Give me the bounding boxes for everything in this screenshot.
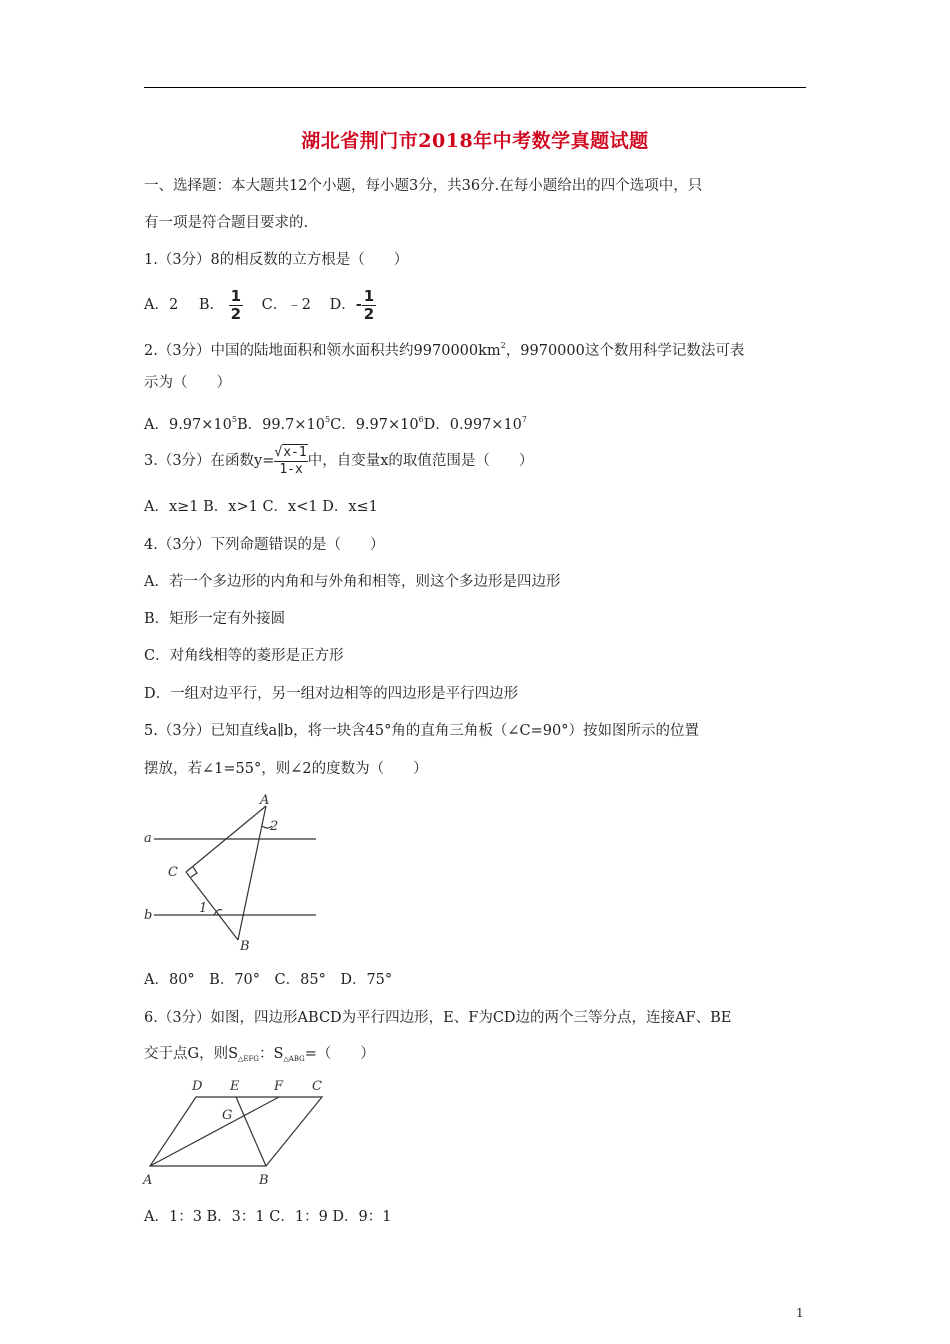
- label-C: C: [168, 865, 178, 880]
- q4-option-c: C．对角线相等的菱形是正方形: [144, 648, 344, 664]
- label-B: B: [240, 939, 250, 954]
- label-G: G: [222, 1108, 233, 1123]
- q2-option-b: B．$99.7\times 10^5$: [236, 415, 331, 433]
- q1-option-c: C．﹣2: [261, 297, 311, 313]
- q6-figure: [140, 1075, 340, 1193]
- q4-option-b: B．矩形一定有外接圆: [144, 611, 286, 627]
- q1-stem: 1.（3分）8的相反数的立方根是（ ）: [144, 252, 409, 268]
- q2-stem-line1: 2.（3分）中国的陆地面积和领水面积共约$9970000km^2$，9970000这个数用科学记数法可表: [144, 341, 745, 359]
- label-A: A: [260, 793, 270, 808]
- section-instruction-line2: 有一项是符合题目要求的.: [144, 215, 309, 231]
- q2-options: [144, 410, 527, 435]
- q1-option-d-minus: -: [355, 296, 362, 313]
- header-rule: [144, 87, 806, 88]
- label-a: a: [144, 831, 152, 846]
- q1-option-b: B．: [198, 297, 224, 313]
- q5-stem-line2: 摆放，若∠1=55°，则∠2的度数为（ ）: [144, 761, 428, 777]
- q1-option-d: D．: [329, 297, 356, 313]
- label-A: A: [143, 1173, 153, 1188]
- q3-options: A．x≥1 B．x>1 C．x<1 D．x≤1: [144, 499, 378, 515]
- q5-options: A．80° B．70° C．85° D．75°: [144, 972, 393, 988]
- q6-stem-line2: 交于点G，则$S_{\triangle EFG}$：$S_{\triangle ABG}=$（ ）: [144, 1046, 375, 1063]
- section-instruction-line1: 一、选择题：本大题共12个小题，每小题3分，共36分.在每小题给出的四个选项中，只: [144, 178, 703, 194]
- label-b: b: [144, 908, 153, 923]
- label-2: 2: [270, 819, 279, 834]
- q4-option-d: D．一组对边平行，另一组对边相等的四边形是平行四边形: [144, 686, 519, 702]
- q4-stem: 4.（3分）下列命题错误的是（ ）: [144, 537, 385, 553]
- label-1: 1: [199, 901, 208, 916]
- q1-options: [144, 285, 376, 325]
- q3-stem: 3.（3分）在函数y= $\frac{√x-1}{1-x}$中，自变量x的取值范围是（ ）: [144, 444, 534, 477]
- side-CB: [186, 872, 238, 940]
- q6-stem-line1: 6.（3分）如图，四边形ABCD为平行四边形，E、F为CD边的两个三等分点，连接AF、BE: [144, 1010, 732, 1026]
- label-C: C: [312, 1079, 322, 1094]
- q2-option-a: A．$9.97\times 10^5$: [144, 415, 237, 433]
- q1-option-b-fraction: $\frac{1}{2}$: [230, 286, 242, 323]
- q2-option-d: D．$0.997\times 10^7$: [423, 415, 528, 433]
- label-B: B: [259, 1173, 269, 1188]
- q1-option-a: A．2: [144, 297, 179, 313]
- label-D: D: [192, 1079, 203, 1094]
- right-angle-mark: [191, 867, 197, 877]
- q1-option-d-fraction: $\frac{1}{2}$: [363, 286, 375, 323]
- label-F: F: [274, 1079, 284, 1094]
- q5-figure: [140, 790, 325, 955]
- segment-AF: [150, 1097, 279, 1166]
- page-title: 湖北省荆门市2018年中考数学真题试题: [301, 130, 649, 152]
- label-E: E: [230, 1079, 240, 1094]
- q4-option-a: A．若一个多边形的内角和与外角和相等，则这个多边形是四边形: [144, 574, 561, 590]
- segment-BE: [236, 1097, 266, 1166]
- q3-function-fraction: $\frac{√x-1}{1-x}$: [274, 444, 307, 477]
- q6-options: A．1：3 B．3：1 C．1：9 D．9：1: [144, 1209, 392, 1225]
- page-number: 1: [796, 1306, 804, 1320]
- parallelogram-ABCD: [150, 1097, 322, 1166]
- q5-stem-line1: 5.（3分）已知直线a∥b，将一块含45°角的直角三角板（∠C=90°）按如图所示的位置: [144, 723, 699, 739]
- q2-option-c: C．$9.97\times 10^6$: [330, 415, 424, 433]
- q2-stem-line2: 示为（ ）: [144, 375, 231, 391]
